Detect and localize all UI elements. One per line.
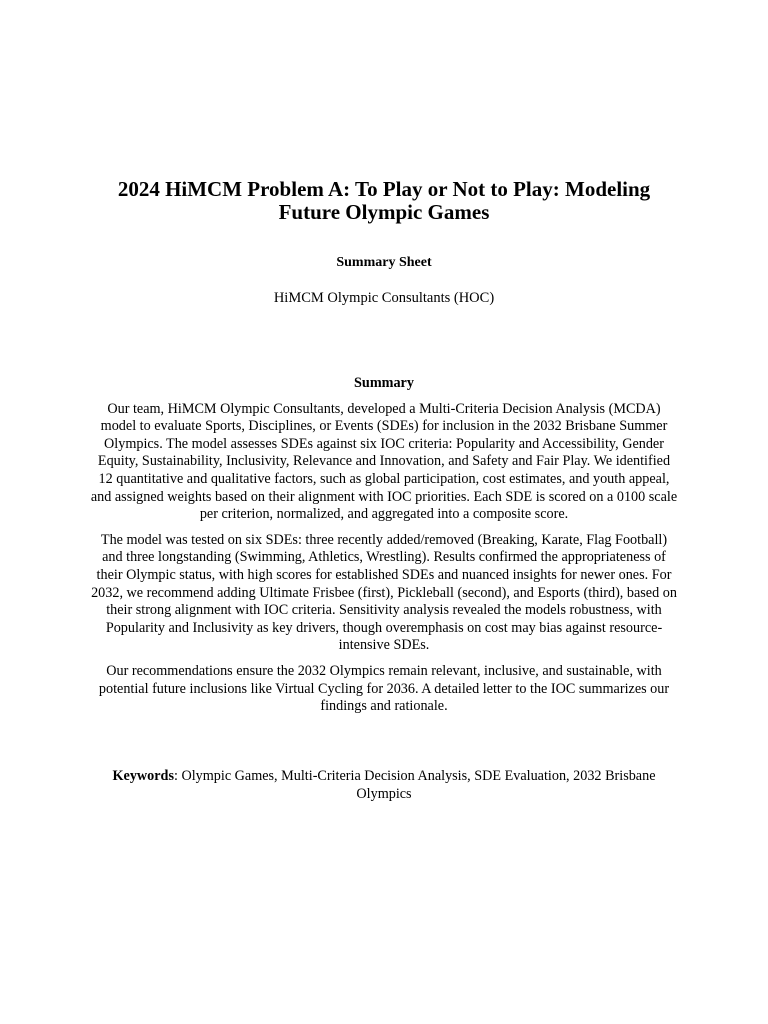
summary-paragraph: Our recommendations ensure the 2032 Olympics remain relevant, inclusive, and sustainable, with potential future inclusions like Virtual Cycling for 2036. A detailed letter to the IOC summarizes our findings and rationale. bbox=[98, 662, 670, 715]
keywords-line bbox=[90, 768, 678, 803]
keywords-label: Keywords bbox=[112, 768, 174, 784]
keywords-text: Olympic Games, Multi-Criteria Decision Analysis, SDE Evaluation, 2032 Brisbane Olympics bbox=[181, 768, 656, 802]
summary-section bbox=[90, 375, 678, 724]
document-title: 2024 HiMCM Problem A: To Play or Not to Play: Modeling Future Olympic Games bbox=[117, 177, 651, 224]
summary-sheet-label: Summary Sheet bbox=[336, 255, 432, 270]
keywords-separator: : bbox=[173, 768, 182, 784]
summary-paragraph: Our team, HiMCM Olympic Consultants, developed a Multi-Criteria Decision Analysis (MCDA) model to evaluate Sports, Disciplines, or Events (SDEs) for inclusion in the 2032 Brisbane Summer Olympics. The model assesses SDEs against six IOC criteria: Popularity and Accessibility, Gender Equity, Sustainability, Inclusivity, Relevance and Innovation, and Safety and Fair Play. We identified 12 quantitative and qualitative factors, such as global participation, cost estimates, and youth appeal, and assigned weights based on their alignment with IOC priorities. Each SDE is scored on a 0100 scale per criterion, normalized, and aggregated into a composite score. bbox=[90, 400, 678, 523]
team-name: HiMCM Olympic Consultants (HOC) bbox=[273, 290, 495, 306]
summary-heading: Summary bbox=[354, 375, 414, 391]
summary-paragraph: The model was tested on six SDEs: three recently added/removed (Breaking, Karate, Flag Football) and three longstanding (Swimming, Athletics, Wrestling). Results confirmed the appropriateness of their Olympic status, with high scores for established SDEs and nuanced insights for newer ones. For 2032, we recommend adding Ultimate Frisbee (first), Pickleball (second), and Esports (third), based on their strong alignment with IOC criteria. Sensitivity analysis revealed the models robustness, with Popularity and Inclusivity as key drivers, though overemphasis on cost may bias against resource-intensive SDEs. bbox=[91, 531, 677, 654]
